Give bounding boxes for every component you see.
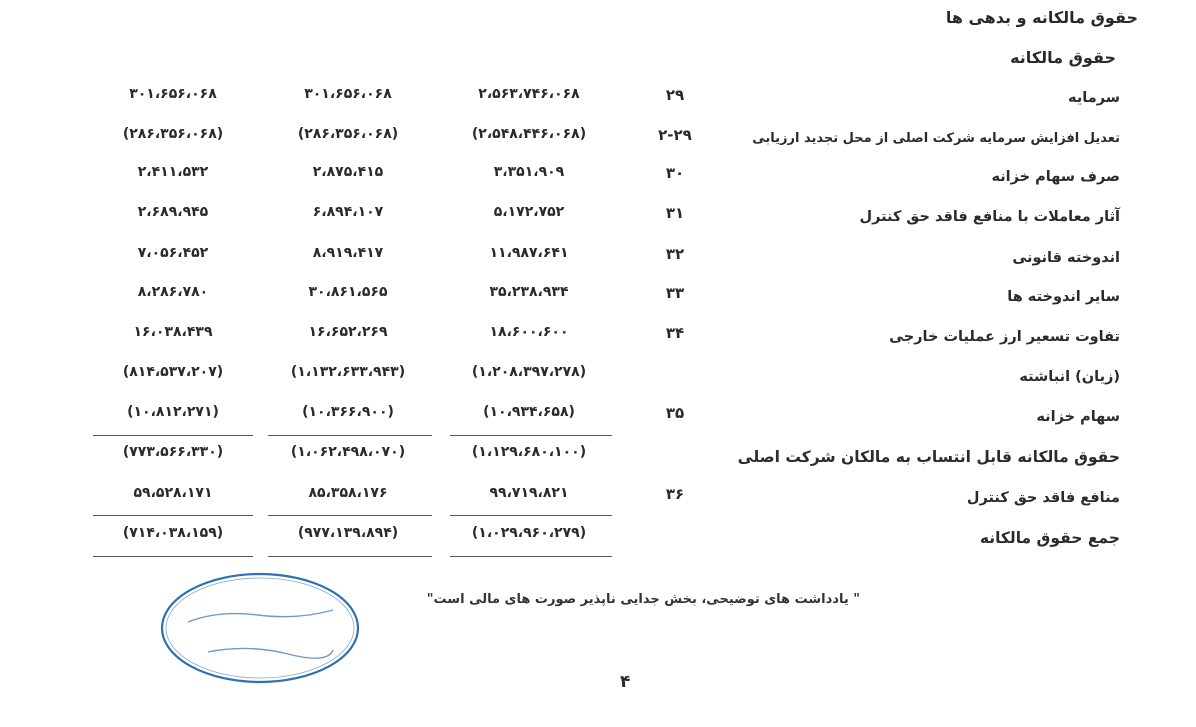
audit-stamp [158,570,362,686]
row-label: سرمایه [1068,90,1120,106]
value-col1: ۳،۳۵۱،۹۰۹ [493,164,565,180]
value-col2: ۶،۸۹۴،۱۰۷ [312,204,384,220]
subtotal-rule [93,435,253,436]
value-col2: (۱،۰۶۲،۴۹۸،۰۷۰) [290,444,406,460]
value-col1: (۱۰،۹۳۴،۶۵۸) [483,404,575,420]
value-col2: ۸،۹۱۹،۴۱۷ [312,245,384,261]
value-col1: (۱،۲۰۸،۳۹۷،۲۷۸) [471,364,587,380]
value-col1: ۱۱،۹۸۷،۶۴۱ [489,245,569,261]
value-col2: (۲۸۶،۳۵۶،۰۶۸) [297,126,399,142]
row-label: سهام خزانه [1036,409,1120,425]
total-row [0,525,1196,555]
double-rule [268,556,432,557]
stamp-inner-outline [166,578,354,678]
note-number: ۳۲ [665,245,685,263]
value-col3: ۱۶،۰۳۸،۴۳۹ [133,324,213,340]
note-number: ۳۴ [665,324,685,342]
subtotal-rule [268,435,432,436]
footnote: " یادداشت های توضیحی، بخش جدایی ناپذیر صورت های مالی است" [426,592,860,607]
stamp-flourish [188,610,333,622]
subtotal-row [0,444,1196,474]
row-label: منافع فاقد حق کنترل [966,490,1120,506]
total-rule [268,515,432,516]
value-col1: ۵،۱۷۲،۷۵۲ [493,204,565,220]
total-rule [93,515,253,516]
note-number: ۳۰ [665,164,685,182]
double-rule [450,556,612,557]
note-number: ۳۳ [665,284,685,302]
row-label: تعدیل افزایش سرمایه شرکت اصلی از محل تجدید ارزیابی [752,131,1120,146]
value-col2: ۳۰۱،۶۵۶،۰۶۸ [304,86,392,102]
value-col1: (۲،۵۴۸،۴۴۶،۰۶۸) [471,126,587,142]
table-row [0,245,1196,275]
note-number: ۳۱ [665,204,685,222]
value-col3: ۸،۲۸۶،۷۸۰ [137,284,209,300]
subtotal-rule [450,435,612,436]
value-col1: (۱،۱۲۹،۶۸۰،۱۰۰) [471,444,587,460]
value-col2: ۳۰،۸۶۱،۵۶۵ [308,284,388,300]
value-col1: ۹۹،۷۱۹،۸۲۱ [489,485,569,501]
table-row [0,404,1196,434]
row-label: جمع حقوق مالکانه [979,529,1120,547]
table-row [0,485,1196,515]
value-col3: ۲،۴۱۱،۵۳۲ [137,164,209,180]
table-row [0,284,1196,314]
value-col2: (۱،۱۳۲،۶۳۳،۹۴۳) [290,364,406,380]
note-number: ۲۹ [665,86,685,104]
value-col3: (۱۰،۸۱۲،۲۷۱) [127,404,219,420]
stamp-outline [162,574,358,682]
value-col1: ۲،۵۶۳،۷۴۶،۰۶۸ [478,86,580,102]
section-heading: حقوق مالکانه و بدهی ها [945,8,1138,27]
value-col2: ۱۶،۶۵۲،۲۶۹ [308,324,388,340]
row-label: صرف سهام خزانه [991,169,1120,185]
value-col1: ۱۸،۶۰۰،۶۰۰ [489,324,569,340]
page-number: ۴ [620,672,631,692]
note-number: ۳۶ [665,485,685,503]
value-col3: (۲۸۶،۳۵۶،۰۶۸) [122,126,224,142]
table-row [0,126,1196,156]
value-col2: ۸۵،۳۵۸،۱۷۶ [308,485,388,501]
value-col3: (۸۱۴،۵۳۷،۲۰۷) [122,364,224,380]
value-col3: ۵۹،۵۲۸،۱۷۱ [133,485,213,501]
note-number: ۳۵ [665,404,685,422]
row-label: آثار معاملات با منافع فاقد حق کنترل [859,209,1120,225]
stamp-flourish [208,648,333,658]
value-col2: ۲،۸۷۵،۴۱۵ [312,164,384,180]
table-row [0,164,1196,194]
table-row [0,364,1196,394]
table-row [0,204,1196,234]
note-number: ۲-۲۹ [658,126,692,144]
value-col2: (۱۰،۳۶۶،۹۰۰) [302,404,394,420]
total-rule [450,515,612,516]
row-label: تفاوت تسعیر ارز عملیات خارجی [889,329,1120,345]
value-col3: (۷۱۴،۰۳۸،۱۵۹) [122,525,224,541]
value-col3: ۷،۰۵۶،۴۵۲ [137,245,209,261]
row-label: اندوخته قانونی [1012,250,1120,266]
table-row [0,86,1196,116]
value-col3: (۷۷۳،۵۶۶،۳۳۰) [122,444,224,460]
double-rule [93,556,253,557]
value-col2: (۹۷۷،۱۳۹،۸۹۴) [297,525,399,541]
subsection-heading: حقوق مالکانه [1010,48,1116,67]
value-col1: (۱،۰۲۹،۹۶۰،۲۷۹) [471,525,587,541]
row-label: سایر اندوخته ها [1007,289,1120,305]
table-row [0,324,1196,354]
value-col1: ۳۵،۲۳۸،۹۳۴ [489,284,569,300]
value-col3: ۲،۶۸۹،۹۴۵ [137,204,209,220]
value-col3: ۳۰۱،۶۵۶،۰۶۸ [129,86,217,102]
row-label: (زیان) انباشته [1019,369,1120,385]
row-label: حقوق مالکانه قابل انتساب به مالکان شرکت اصلی [737,448,1120,466]
